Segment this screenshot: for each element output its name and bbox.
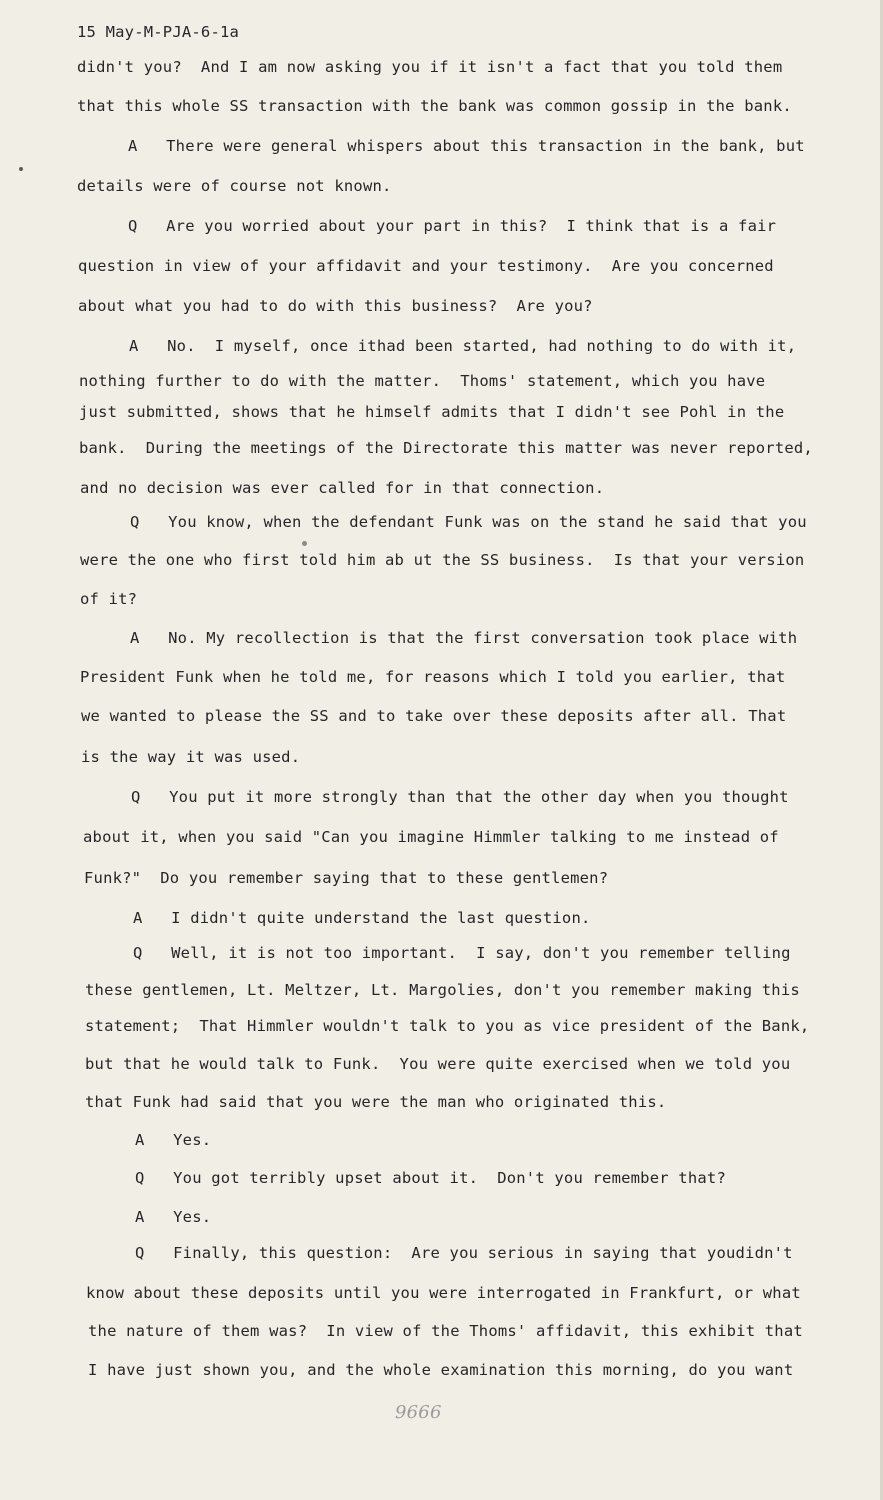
- text-line: statement; That Himmler wouldn't talk to you as vice president of the Bank,: [85, 1017, 810, 1035]
- text-line: know about these deposits until you were interrogated in Frankfurt, or what: [86, 1284, 801, 1302]
- text-line: about what you had to do with this business? Are you?: [78, 297, 593, 315]
- text-line: that this whole SS transaction with the bank was common gossip in the bank.: [77, 97, 792, 115]
- text-line: about it, when you said "Can you imagine Himmler talking to me instead of: [83, 828, 779, 846]
- text-line: bank. During the meetings of the Directorate this matter was never reported,: [79, 439, 813, 457]
- text-line: A There were general whispers about this transaction in the bank, but: [128, 137, 805, 155]
- text-line: President Funk when he told me, for reasons which I told you earlier, that: [80, 668, 786, 686]
- text-line: A No. My recollection is that the first conversation took place with: [130, 629, 798, 647]
- text-line: Q You got terribly upset about it. Don't you remember that?: [135, 1169, 726, 1187]
- text-line: were the one who first told him ab ut the SS business. Is that your version: [80, 551, 805, 569]
- page-number: 9666: [395, 1402, 442, 1423]
- text-line: details were of course not known.: [77, 177, 392, 195]
- text-line: A I didn't quite understand the last question.: [133, 909, 591, 927]
- text-line: just submitted, shows that he himself admits that I didn't see Pohl in the: [79, 403, 785, 421]
- text-line: I have just shown you, and the whole examination this morning, do you want: [88, 1361, 794, 1379]
- text-line: Q Are you worried about your part in this? I think that is a fair: [128, 217, 777, 235]
- text-line: A No. I myself, once ithad been started, had nothing to do with it,: [129, 337, 797, 355]
- text-line: nothing further to do with the matter. Thoms' statement, which you have: [79, 372, 766, 390]
- text-line: and no decision was ever called for in that connection.: [80, 479, 605, 497]
- text-line: is the way it was used.: [81, 748, 301, 766]
- text-line: but that he would talk to Funk. You were quite exercised when we told you: [85, 1055, 791, 1073]
- text-line: didn't you? And I am now asking you if it isn't a fact that you told them: [77, 58, 783, 76]
- text-line: Q Well, it is not too important. I say, don't you remember telling: [133, 944, 791, 962]
- text-line: Q You put it more strongly than that the other day when you thought: [131, 788, 789, 806]
- ink-speck: [19, 167, 23, 171]
- text-line: of it?: [80, 590, 138, 608]
- text-line: Q Finally, this question: Are you serious in saying that youdidn't: [135, 1244, 793, 1262]
- text-line: these gentlemen, Lt. Meltzer, Lt. Margolies, don't you remember making this: [85, 981, 800, 999]
- text-line: Q You know, when the defendant Funk was on the stand he said that you: [130, 513, 807, 531]
- text-line: that Funk had said that you were the man who originated this.: [85, 1093, 667, 1111]
- text-line: A Yes.: [135, 1208, 212, 1226]
- text-line: A Yes.: [135, 1131, 212, 1149]
- ink-speck: [302, 541, 307, 546]
- text-line: the nature of them was? In view of the Thoms' affidavit, this exhibit that: [88, 1322, 803, 1340]
- text-line: question in view of your affidavit and your testimony. Are you concerned: [78, 257, 774, 275]
- text-line: Funk?" Do you remember saying that to these gentlemen?: [84, 869, 609, 887]
- page-header: 15 May-M-PJA-6-1a: [77, 23, 240, 41]
- text-line: we wanted to please the SS and to take over these deposits after all. That: [81, 707, 787, 725]
